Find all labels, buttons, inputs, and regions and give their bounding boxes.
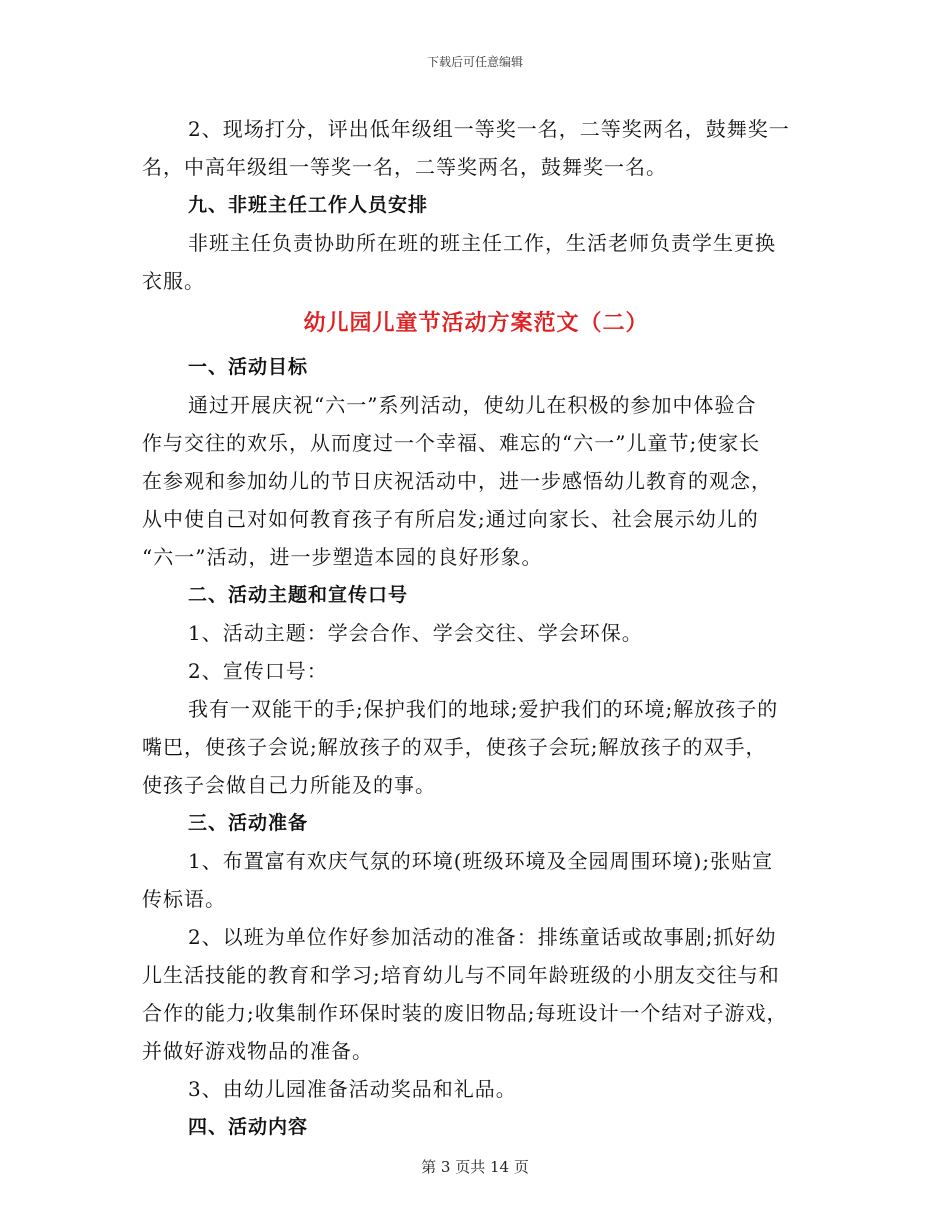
paragraph-line: 衣服。 <box>142 269 205 293</box>
paragraph-line: “六一”活动，进一步塑造本园的良好形象。 <box>142 545 543 569</box>
page-header: 下载后可任意编辑 <box>426 55 523 69</box>
paragraph-line: 在参观和参加幼儿的节日庆祝活动中，进一步感悟幼儿教育的观念， <box>142 469 772 493</box>
section-heading: 三、活动准备 <box>188 812 309 834</box>
paragraph-line: 嘴巴，使孩子会说;解放孩子的双手，使孩子会玩;解放孩子的双手， <box>142 735 767 759</box>
paragraph-line: 使孩子会做自己力所能及的事。 <box>142 773 436 797</box>
paragraph-line: 3、由幼儿园准备活动奖品和礼品。 <box>188 1077 517 1101</box>
paragraph-line: 儿生活技能的教育和学习;培育幼儿与不同年龄班级的小朋友交往与和 <box>142 963 780 987</box>
document-title: 幼儿园儿童节活动方案范文（二） <box>303 311 649 336</box>
paragraph-line: 并做好游戏物品的准备。 <box>142 1039 373 1063</box>
section-heading: 四、活动内容 <box>188 1116 309 1138</box>
paragraph-line: 通过开展庆祝“六一”系列活动，使幼儿在积极的参加中体验合 <box>188 393 757 417</box>
section-heading: 二、活动主题和宣传口号 <box>188 584 409 606</box>
paragraph-line: 2、现场打分，评出低年级组一等奖一名，二等奖两名，鼓舞奖一 <box>188 117 790 141</box>
paragraph-line: 1、活动主题：学会合作、学会交往、学会环保。 <box>188 621 643 645</box>
section-heading: 一、活动目标 <box>188 356 309 378</box>
section-heading: 九、非班主任工作人员安排 <box>188 194 429 216</box>
paragraph-line: 名，中高年级组一等奖一名，二等奖两名，鼓舞奖一名。 <box>142 155 667 179</box>
paragraph-line: 1、布置富有欢庆气氛的环境(班级环境及全园周围环境);张贴宣 <box>188 849 774 873</box>
paragraph-line: 2、宣传口号： <box>188 659 328 683</box>
paragraph-line: 合作的能力;收集制作环保时装的废旧物品;每班设计一个结对子游戏， <box>142 1001 788 1025</box>
paragraph-line: 2、以班为单位作好参加活动的准备：排练童话或故事剧;抓好幼 <box>188 925 777 949</box>
paragraph-line: 从中使自己对如何教育孩子有所启发;通过向家长、社会展示幼儿的 <box>142 507 759 531</box>
page-footer: 第 3 页共 14 页 <box>421 1158 529 1176</box>
document-body <box>142 110 810 1146</box>
paragraph-line: 非班主任负责协助所在班的班主任工作，生活老师负责学生更换 <box>188 231 776 255</box>
paragraph-line: 我有一双能干的手;保护我们的地球;爱护我们的环境;解放孩子的 <box>188 697 779 721</box>
paragraph-line: 作与交往的欢乐，从而度过一个幸福、难忘的“六一”儿童节;使家长 <box>142 431 761 455</box>
paragraph-line: 传标语。 <box>142 887 226 911</box>
